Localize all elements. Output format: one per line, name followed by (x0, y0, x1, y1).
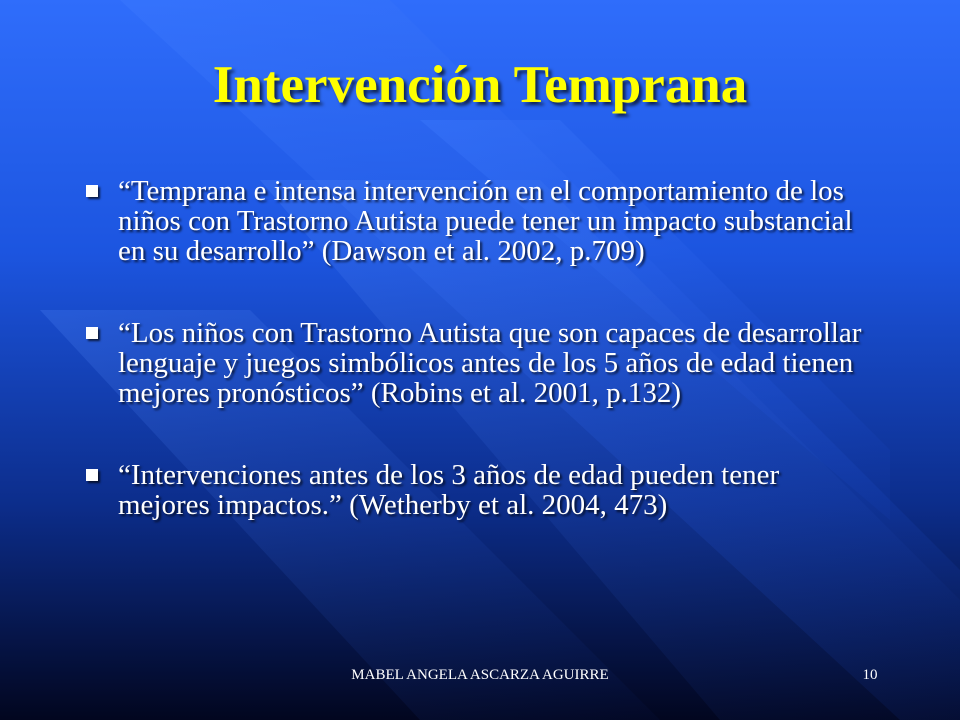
bullet-text-1: “Temprana e intensa intervención en el comportamiento de los niños con Trastorno Autista puede tener un impacto substancial en su desarrollo” (Dawson et al. 2002, p.709) (118, 175, 853, 267)
slide-footer: MABEL ANGELA ASCARZA AGUIRRE (351, 667, 609, 683)
bullet-square-icon (86, 327, 98, 339)
bullet-text-3: “Intervenciones antes de los 3 años de edad pueden tener mejores impactos.” (Wetherby et al. 2004, 473) (118, 459, 780, 521)
bullet-square-icon (86, 185, 98, 197)
bullet-text-2: “Los niños con Trastorno Autista que son capaces de desarrollar lenguaje y juegos simbólicos antes de los 5 años de edad tienen mejores pronósticos” (Robins et al. 2001, p.132) (118, 317, 862, 409)
bullet-item-2 (84, 318, 869, 408)
slide-title: Intervención Temprana (212, 56, 748, 114)
bullet-item-1 (84, 176, 869, 266)
slide-number: 10 (862, 667, 878, 683)
bullet-square-icon (86, 469, 98, 481)
bullet-list (84, 176, 869, 520)
bullet-item-3 (84, 460, 869, 520)
